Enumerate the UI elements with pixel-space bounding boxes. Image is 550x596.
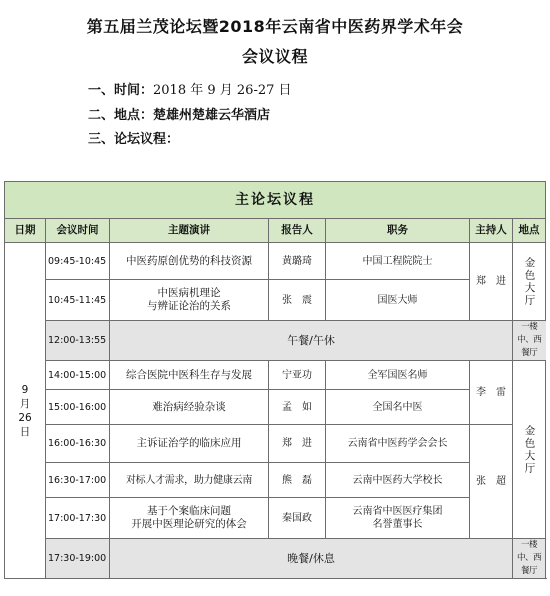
- document-subtitle: 会议议程: [241, 47, 308, 66]
- row-time: 16:30-17:00: [46, 463, 110, 498]
- row-position: 云南省中医药学会会长: [326, 425, 470, 463]
- col-host: 主持人: [470, 219, 513, 243]
- col-date: 日期: [5, 219, 46, 243]
- row-topic: 中医药原创优势的科技资源: [110, 243, 269, 280]
- row-time: 16:00-16:30: [46, 425, 110, 463]
- row-speaker: 熊 磊: [269, 463, 326, 498]
- info-agenda: [88, 128, 179, 147]
- host-cell: 张 超: [470, 425, 513, 539]
- table-row: [5, 280, 546, 321]
- topic-line: 中医病机理论 与辨证论治的关系: [147, 287, 231, 312]
- row-topic: 主诉证治学的临床应用: [110, 425, 269, 463]
- row-time: 12:00-13:55: [46, 321, 110, 361]
- location-hall: 金色大厅: [523, 256, 536, 307]
- location-cell: [513, 361, 546, 539]
- row-topic: [110, 280, 269, 321]
- position-line: 云南省中医医疗集团 名誉董事长: [352, 506, 443, 530]
- row-position: 云南中医药大学校长: [326, 463, 470, 498]
- date-day: 26: [18, 411, 32, 424]
- agenda-label: 三、论坛议程：: [88, 132, 180, 147]
- row-time: 14:00-15:00: [46, 361, 110, 390]
- col-time: 会议时间: [46, 219, 110, 243]
- row-time: 15:00-16:00: [46, 390, 110, 425]
- host-cell: 郑 进: [470, 243, 513, 321]
- col-location: 地点: [513, 219, 546, 243]
- date-cell: [5, 243, 46, 579]
- col-position: 职务: [326, 219, 470, 243]
- row-topic: 难治病经验杂谈: [110, 390, 269, 425]
- table-row: [5, 463, 546, 498]
- info-time: [88, 79, 292, 98]
- location-hall: 金色大厅: [523, 424, 536, 475]
- col-topic: 主题演讲: [110, 219, 269, 243]
- row-time: 09:45-10:45: [46, 243, 110, 280]
- date-month-num: 9: [21, 383, 29, 396]
- row-position: 国医大师: [326, 280, 470, 321]
- table-row: [5, 243, 546, 280]
- date-month: 月: [19, 397, 31, 410]
- row-break-location: 一楼中、西餐厅: [513, 539, 546, 579]
- row-speaker: 张 震: [269, 280, 326, 321]
- topic-line: 基于个案临床问题 开展中医理论研究的体会: [131, 505, 247, 530]
- row-time: 10:45-11:45: [46, 280, 110, 321]
- row-time: 17:00-17:30: [46, 498, 110, 539]
- row-break: 午餐/午休: [110, 321, 513, 361]
- row-break: 晚餐/休息: [110, 539, 513, 579]
- row-break-location: 一楼中、西餐厅: [513, 321, 546, 361]
- row-position: 全军国医名师: [326, 361, 470, 390]
- row-speaker: 郑 进: [269, 425, 326, 463]
- row-position: 全国名中医: [326, 390, 470, 425]
- row-speaker: 黄璐琦: [269, 243, 326, 280]
- row-topic: 综合医院中医科生存与发展: [110, 361, 269, 390]
- table-row: [5, 539, 546, 579]
- table-row: [5, 361, 546, 390]
- table-row: [5, 425, 546, 463]
- row-speaker: 宁亚功: [269, 361, 326, 390]
- date-day-char: 日: [19, 425, 31, 438]
- document-title: 第五届兰茂论坛暨2018年云南省中医药界学术年会: [86, 17, 464, 36]
- row-topic: [110, 498, 269, 539]
- info-place: [88, 104, 270, 123]
- time-value: 2018 年 9 月 26-27 日: [153, 83, 292, 98]
- row-speaker: 孟 如: [269, 390, 326, 425]
- table-row: [5, 498, 546, 539]
- time-label: 一、时间：: [88, 83, 154, 98]
- table-row: [5, 390, 546, 425]
- host-cell: 李 雷: [470, 361, 513, 425]
- row-topic: 对标人才需求，助力健康云南: [110, 463, 269, 498]
- table-row: [5, 321, 546, 361]
- row-position: 中国工程院院士: [326, 243, 470, 280]
- agenda-table: [4, 181, 546, 579]
- location-cell: [513, 243, 546, 321]
- table-title: 主论坛议程: [5, 182, 546, 219]
- col-speaker: 报告人: [269, 219, 326, 243]
- place-label: 二、地点：: [88, 108, 154, 123]
- row-time: 17:30-19:00: [46, 539, 110, 579]
- row-speaker: 秦国政: [269, 498, 326, 539]
- place-value: 楚雄州楚雄云华酒店: [153, 108, 271, 123]
- row-position: [326, 498, 470, 539]
